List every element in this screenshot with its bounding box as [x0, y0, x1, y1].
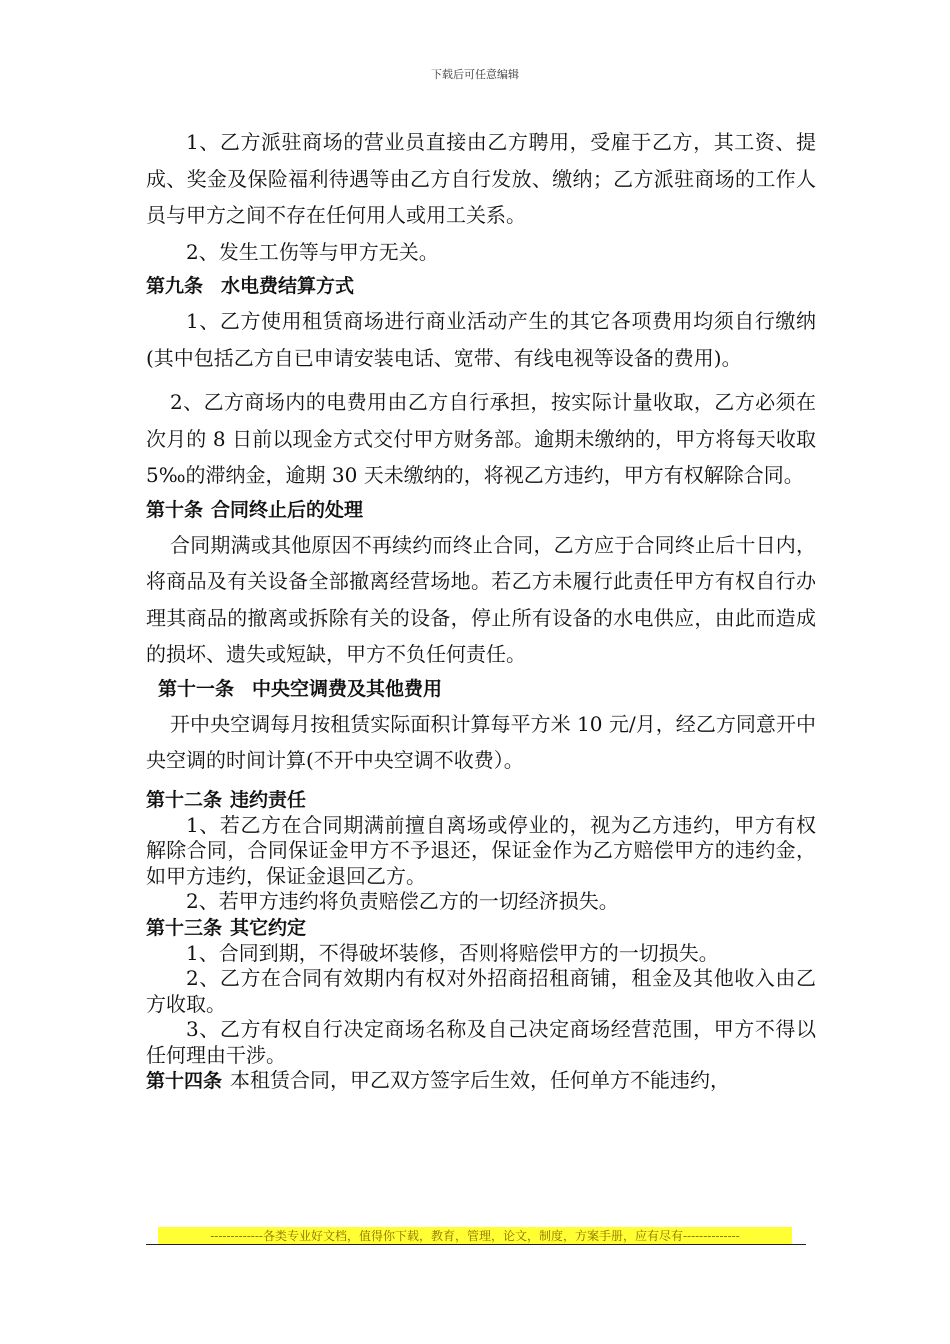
- section-heading: [146, 673, 816, 706]
- section-heading: [146, 787, 816, 813]
- paragraph: 2、若甲方违约将负责赔偿乙方的一切经济损失。: [186, 889, 619, 913]
- section-number: 第九条: [146, 275, 204, 297]
- section-title: 违约责任: [230, 788, 307, 811]
- header-note: 下载后可任意编辑: [431, 68, 519, 81]
- section-heading: [146, 915, 816, 941]
- section-title: 其它约定: [230, 916, 307, 939]
- paragraph: 开中央空调每月按租赁实际面积计算每平方米 10 元/月，经乙方同意开中央空调的时间计算(不开中央空调不收费）。: [146, 711, 816, 772]
- section-title: 中央空调费及其他费用: [252, 677, 443, 700]
- paragraph: 1、乙方派驻商场的营业员直接由乙方聘用，受雇于乙方，其工资、提成、奖金及保险福利待遇等由乙方自行发放、缴纳；乙方派驻商场的工作人员与甲方之间不存在任何用人或用工关系。: [146, 130, 816, 227]
- footer-divider: [146, 1244, 806, 1245]
- section-title: 合同终止后的处理: [211, 498, 364, 521]
- section-number: 第十四条: [146, 1070, 223, 1092]
- section-title: 水电费结算方式: [221, 275, 355, 297]
- section-heading: [146, 270, 816, 303]
- paragraph: 1、若乙方在合同期满前擅自离场或停业的，视为乙方违约，甲方有权解除合同，合同保证金甲方不予退还，保证金作为乙方赔偿甲方的违约金，如甲方违约，保证金退回乙方。: [146, 812, 816, 888]
- section-heading: [146, 494, 816, 527]
- section-text: 本租赁合同，甲乙双方签字后生效，任何单方不能违约，: [230, 1068, 731, 1092]
- paragraph: 2、乙方商场内的电费用由乙方自行承担，按实际计量收取，乙方必须在次月的 8 日前以现金方式交付甲方财务部。逾期未缴纳的，甲方将每天收取 5‰的滞纳金，逾期 30 天未缴纳的，将视乙方违约，甲方有权解除合同。: [146, 390, 816, 487]
- section-number: 第十一条: [158, 677, 235, 700]
- section-number: 第十三条: [146, 916, 223, 939]
- paragraph: 2、发生工伤等与甲方无关。: [186, 239, 439, 264]
- footer-banner: -------------各类专业好文档，值得你下载，教育，管理，论文，制度，方案手册，应有尽有--------------: [158, 1227, 792, 1244]
- paragraph: 1、乙方使用租赁商场进行商业活动产生的其它各项费用均须自行缴纳(其中包括乙方自已申请安装电话、宽带、有线电视等设备的费用)。: [146, 309, 816, 370]
- paragraph: 1、合同到期，不得破坏装修，否则将赔偿甲方的一切损失。: [186, 940, 719, 965]
- section-number: 第十条: [146, 498, 204, 521]
- document-body: [146, 124, 816, 1095]
- paragraph: 3、乙方有权自行决定商场名称及自己决定商场经营范围，甲方不得以任何理由干涉。: [146, 1017, 816, 1067]
- paragraph: [146, 1068, 816, 1095]
- paragraph: 2、乙方在合同有效期内有权对外招商招租商铺，租金及其他收入由乙方收取。: [146, 966, 816, 1016]
- section-number: 第十二条: [146, 788, 223, 811]
- paragraph: 合同期满或其他原因不再续约而终止合同，乙方应于合同终止后十日内，将商品及有关设备全部撤离经营场地。若乙方未履行此责任甲方有权自行办理其商品的撤离或拆除有关的设备，停止所有设备的水电供应，由此而造成的损坏、遗失或短缺，甲方不负任何责任。: [146, 532, 816, 666]
